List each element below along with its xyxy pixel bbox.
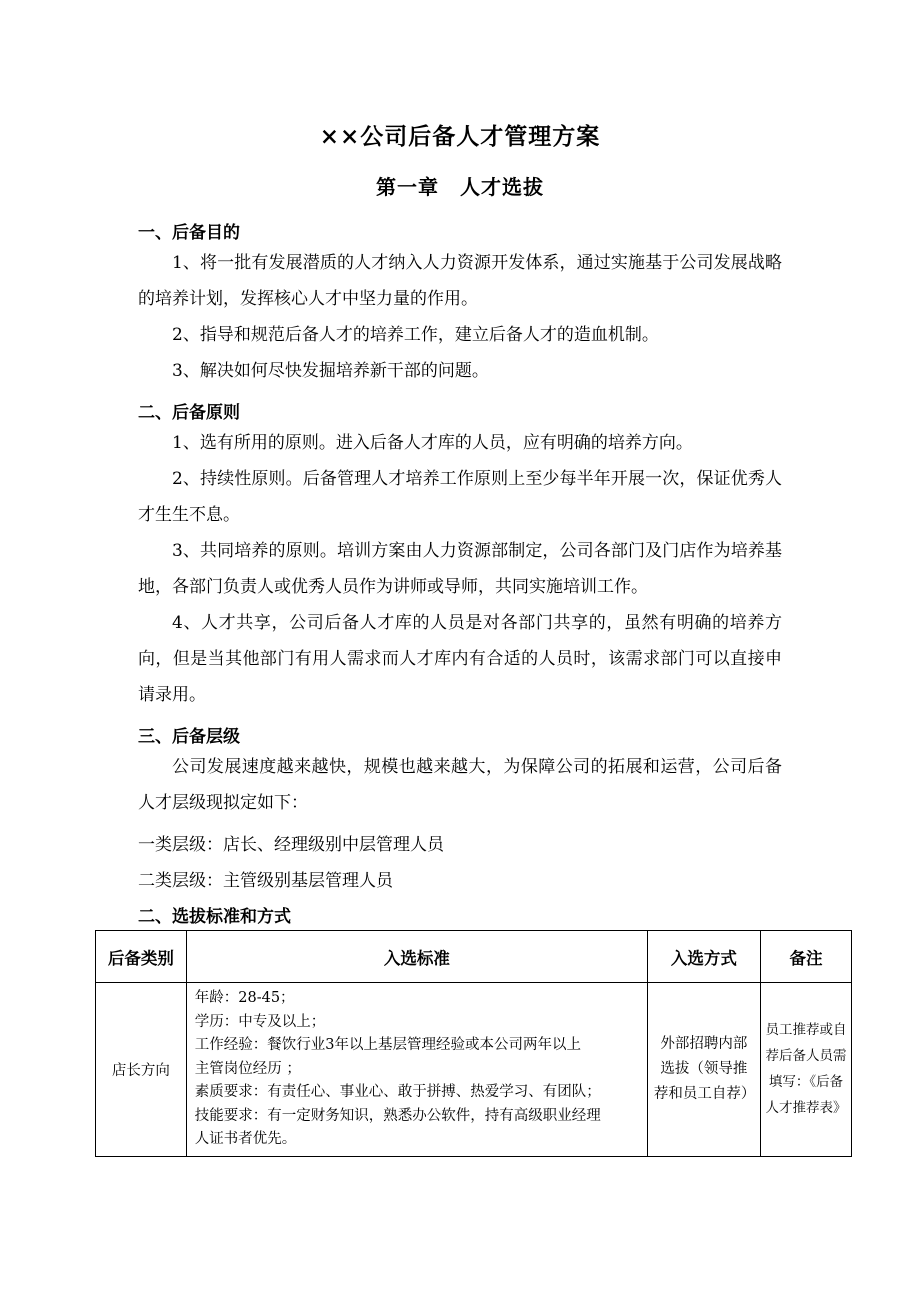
criteria-line: 学历：中专及以上； bbox=[194, 1013, 326, 1030]
paragraph: 1、将一批有发展潜质的人才纳入人力资源开发体系，通过实施基于公司发展战略的培养计划，发挥核心人才中坚力量的作用。 bbox=[138, 253, 782, 309]
header-method: 入选方式 bbox=[647, 931, 760, 983]
chapter-title: 第一章 人才选拔 bbox=[376, 175, 544, 199]
cell-category: 店长方向 bbox=[96, 983, 187, 1157]
cell-criteria bbox=[186, 983, 647, 1157]
table-header-row bbox=[96, 931, 852, 983]
paragraph: 3、解决如何尽快发掘培养新干部的问题。 bbox=[172, 361, 489, 381]
cell-method: 外部招聘内部选拔（领导推荐和员工自荐） bbox=[647, 983, 760, 1157]
paragraph: 2、指导和规范后备人才的培养工作，建立后备人才的造血机制。 bbox=[172, 325, 659, 345]
criteria-line: 主管岗位经历 ； bbox=[194, 1060, 301, 1077]
criteria-line: 素质要求：有责任心、事业心、敢于拼搏、热爱学习、有团队； bbox=[194, 1084, 601, 1100]
selection-table bbox=[95, 930, 852, 1157]
header-note: 备注 bbox=[760, 931, 851, 983]
section-heading-selection: 二、选拔标准和方式 bbox=[138, 907, 291, 927]
level-line-1: 一类层级：店长、经理级别中层管理人员 bbox=[138, 835, 444, 855]
paragraph: 4、人才共享，公司后备人才库的人员是对各部门共享的，虽然有明确的培养方向，但是当其他部门有用人需求而人才库内有合适的人员时，该需求部门可以直接申请录用。 bbox=[138, 613, 782, 705]
document-title: ××公司后备人才管理方案 bbox=[319, 123, 601, 150]
section-heading-purpose: 一、后备目的 bbox=[138, 223, 240, 243]
section-heading-levels: 三、后备层级 bbox=[138, 727, 240, 747]
header-criteria: 入选标准 bbox=[186, 931, 647, 983]
cell-note: 员工推荐或自荐后备人员需填写：《后备人才推荐表》 bbox=[760, 983, 851, 1157]
paragraph: 2、持续性原则。后备管理人才培养工作原则上至少每半年开展一次，保证优秀人才生生不息。 bbox=[138, 469, 782, 525]
paragraph: 公司发展速度越来越快，规模也越来越大，为保障公司的拓展和运营，公司后备人才层级现拟定如下： bbox=[138, 757, 782, 813]
section-heading-principles: 二、后备原则 bbox=[138, 403, 240, 423]
criteria-line: 人证书者优先。 bbox=[194, 1131, 297, 1147]
header-category: 后备类别 bbox=[96, 931, 187, 983]
table-row bbox=[96, 983, 852, 1157]
criteria-line: 技能要求：有一定财务知识，熟悉办公软件，持有高级职业经理 bbox=[194, 1107, 601, 1124]
paragraph: 3、共同培养的原则。培训方案由人力资源部制定，公司各部门及门店作为培养基地，各部门负责人或优秀人员作为讲师或导师，共同实施培训工作。 bbox=[138, 541, 782, 597]
criteria-line: 工作经验：餐饮行业3年以上基层管理经验或本公司两年以上 bbox=[194, 1037, 581, 1053]
level-line-2: 二类层级：主管级别基层管理人员 bbox=[138, 871, 393, 891]
criteria-line: 年龄：28-45； bbox=[194, 990, 295, 1006]
paragraph: 1、选有所用的原则。进入后备人才库的人员，应有明确的培养方向。 bbox=[172, 433, 693, 453]
